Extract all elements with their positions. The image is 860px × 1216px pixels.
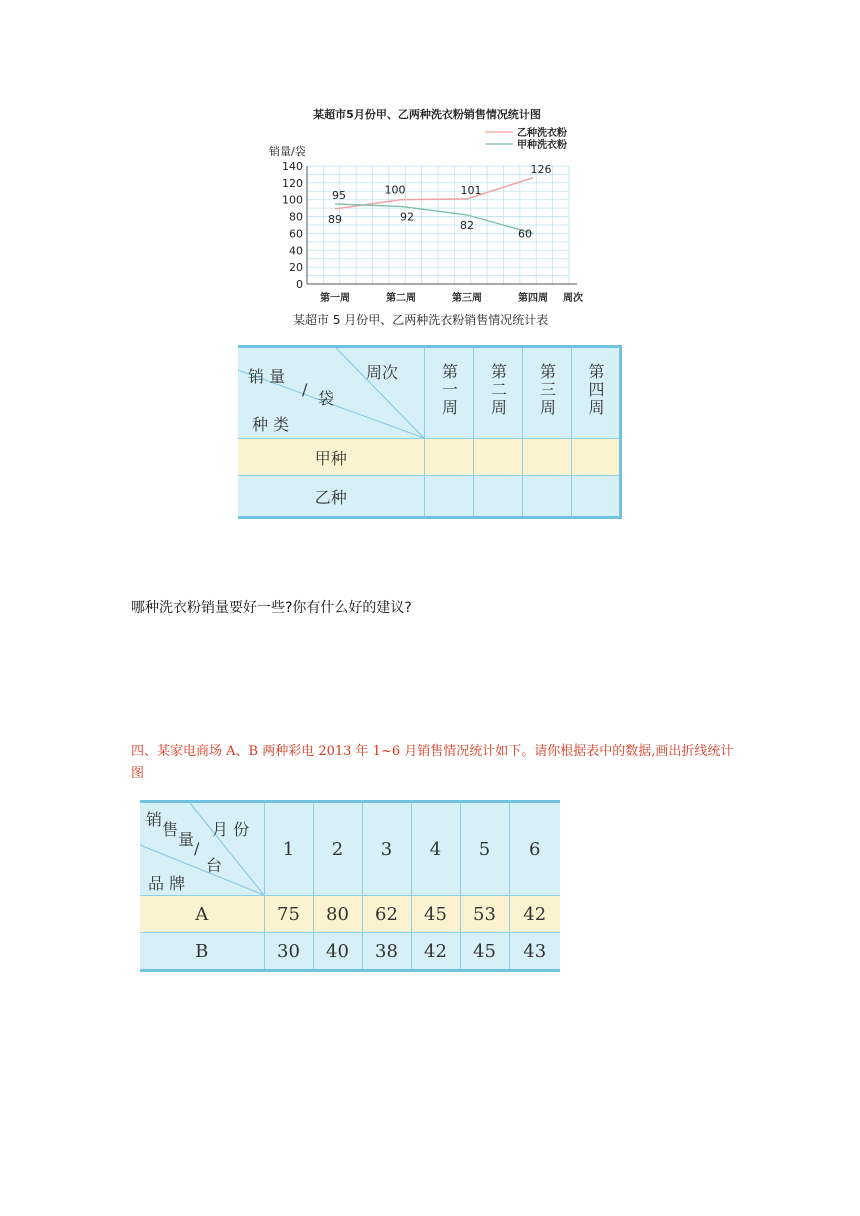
data-label: 82 [460,218,474,232]
y-tick-label: 140 [282,160,303,173]
corner-unit-label: 台 [206,856,223,875]
corner-unit-label: 袋 [318,389,335,408]
week-header-text: 第二周 [488,363,508,417]
line-chart [265,100,600,310]
x-axis-label: 周次 [563,293,583,304]
table-cell-empty[interactable] [424,476,473,518]
row-label-a: A [140,896,264,933]
data-label: 95 [332,188,346,202]
y-tick-label: 0 [296,278,303,291]
data-label: 92 [400,210,414,224]
table2-corner-cell [140,802,264,896]
table-cell: 38 [362,933,411,971]
month-header: 4 [411,802,460,896]
data-label: 101 [460,183,482,197]
table-cell: 45 [411,896,460,933]
corner-month-label: 月 份 [212,820,250,839]
x-tick-label: 第二周 [386,293,416,304]
y-axis-label: 销量/袋 [269,145,306,158]
corner-slash: / [194,839,200,858]
month-header: 1 [264,802,313,896]
chart-svg [265,100,600,310]
table-cell-empty[interactable] [571,476,620,518]
legend-label: 甲种洗衣粉 [517,140,567,151]
x-tick-label: 第三周 [452,293,482,304]
week-header-text: 第四周 [586,363,605,417]
y-tick-label: 60 [289,227,303,241]
table-cell-empty[interactable] [522,439,571,476]
monthly-sales-table [140,800,560,972]
table-cell: 30 [264,933,313,971]
week-header [571,347,620,439]
y-tick-label: 20 [289,261,303,275]
corner-week-label: 周次 [366,363,399,382]
y-tick-label: 80 [289,210,303,224]
row-label-yi: 乙种 [238,476,424,518]
week-header-text: 第三周 [537,363,557,417]
y-tick-label: 120 [282,176,303,190]
table1-caption: 某超市 5 月份甲、乙两种洗衣粉销售情况统计表 [293,313,549,327]
table-cell: 62 [362,896,411,933]
row-label-b: B [140,933,264,971]
legend-label: 乙种洗衣粉 [517,128,567,139]
data-label: 89 [328,212,342,226]
table-cell-empty[interactable] [473,439,522,476]
table-cell: 80 [313,896,362,933]
data-label: 100 [384,183,406,197]
corner-sales-b: 售 [162,820,179,839]
table1-corner-cell [238,347,424,439]
row-label-jia: 甲种 [238,439,424,476]
y-tick-label: 40 [289,244,303,258]
corner-type-label: 种 类 [252,415,290,434]
corner-sales-c: 量 [178,830,195,849]
table-cell: 75 [264,896,313,933]
table-cell: 42 [509,896,560,933]
corner-sales-a: 销 [146,810,163,829]
corner-slash: / [302,380,308,399]
table-cell-empty[interactable] [522,476,571,518]
table-cell-empty[interactable] [571,439,620,476]
question-text: 哪种洗衣粉销量要好一些?你有什么好的建议? [131,600,412,616]
table-cell-empty[interactable] [473,476,522,518]
table-cell: 53 [460,896,509,933]
weekly-sales-table [238,345,622,519]
x-tick-label: 第四周 [518,293,548,304]
table-cell-empty[interactable] [424,439,473,476]
corner-sales-label: 销 量 [248,367,286,386]
data-label: 60 [518,227,532,241]
month-header: 6 [509,802,560,896]
week-header [473,347,522,439]
month-header: 5 [460,802,509,896]
data-label: 126 [530,162,552,176]
month-header: 2 [313,802,362,896]
month-header: 3 [362,802,411,896]
x-tick-label: 第一周 [320,293,350,304]
chart-title: 某超市5月份甲、乙两种洗衣粉销售情况统计图 [313,108,541,121]
section4-title: 四、某家电商场 A、B 两种彩电 2013 年 1~6 月销售情况统计如下。请你根据表中的数据,画出折线统计图 [131,744,734,781]
week-header-text: 第一周 [439,363,459,417]
y-tick-label: 100 [282,193,303,207]
table-cell: 45 [460,933,509,971]
corner-brand-label: 品 牌 [148,874,186,893]
table-cell: 42 [411,933,460,971]
week-header [424,347,473,439]
table-cell: 40 [313,933,362,971]
week-header [522,347,571,439]
table-cell: 43 [509,933,560,971]
